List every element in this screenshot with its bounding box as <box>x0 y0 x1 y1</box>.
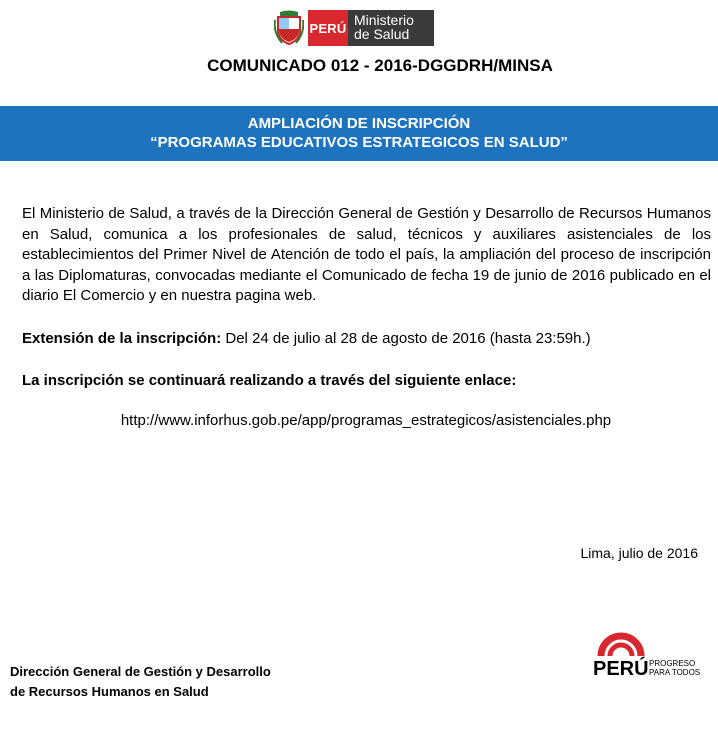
continue-text: La inscripción se continuará realizando a través del siguiente enlace: <box>22 372 517 389</box>
ministry-logo <box>274 10 434 46</box>
peru-logo-word: PERÚ <box>593 658 649 680</box>
banner-line-1: AMPLIACIÓN DE INSCRIPCIÓN <box>247 115 471 132</box>
peru-logo-tag2: PARA TODOS <box>649 668 701 677</box>
logo-ministry-label: Ministerio de Salud <box>348 10 434 46</box>
date-line: Lima, julio de 2016 <box>580 545 698 561</box>
extension-line <box>22 330 591 347</box>
peru-progreso-logo-icon <box>593 630 703 680</box>
banner-line-2: “PROGRAMAS EDUCATIVOS ESTRATEGICOS EN SALUD” <box>150 134 568 151</box>
extension-label: Extensión de la inscripción: <box>22 330 222 347</box>
peru-logo-tag1: PROGRESO <box>649 659 696 668</box>
logo-peru-label: PERÚ <box>308 10 348 46</box>
coat-of-arms-icon <box>274 10 304 46</box>
registration-link[interactable]: http://www.inforhus.gob.pe/app/programas_estrategicos/asistenciales.php <box>120 412 612 429</box>
title-banner <box>0 106 718 161</box>
document-title: COMUNICADO 012 - 2016-DGGDRH/MINSA <box>207 56 553 75</box>
extension-value: Del 24 de julio al 28 de agosto de 2016 (hasta 23:59h.) <box>221 330 591 347</box>
announcement-paragraph: El Ministerio de Salud, a través de la Dirección General de Gestión y Desarrollo de Recursos Humanos en Salud, comunica a los profesionales de salud, técnicos y auxiliares asistenciales de los establecimientos del Primer Nivel de Atención de todo el país, la ampliación del proceso de inscripción a las Diplomaturas, convocadas mediante el Comunicado de fecha 19 de junio de 2016 publicado en el diario El Comercio y en nuestra pagina web. <box>22 205 711 304</box>
footer-department: Dirección General de Gestión y Desarrollo de Recursos Humanos en Salud <box>10 664 271 699</box>
